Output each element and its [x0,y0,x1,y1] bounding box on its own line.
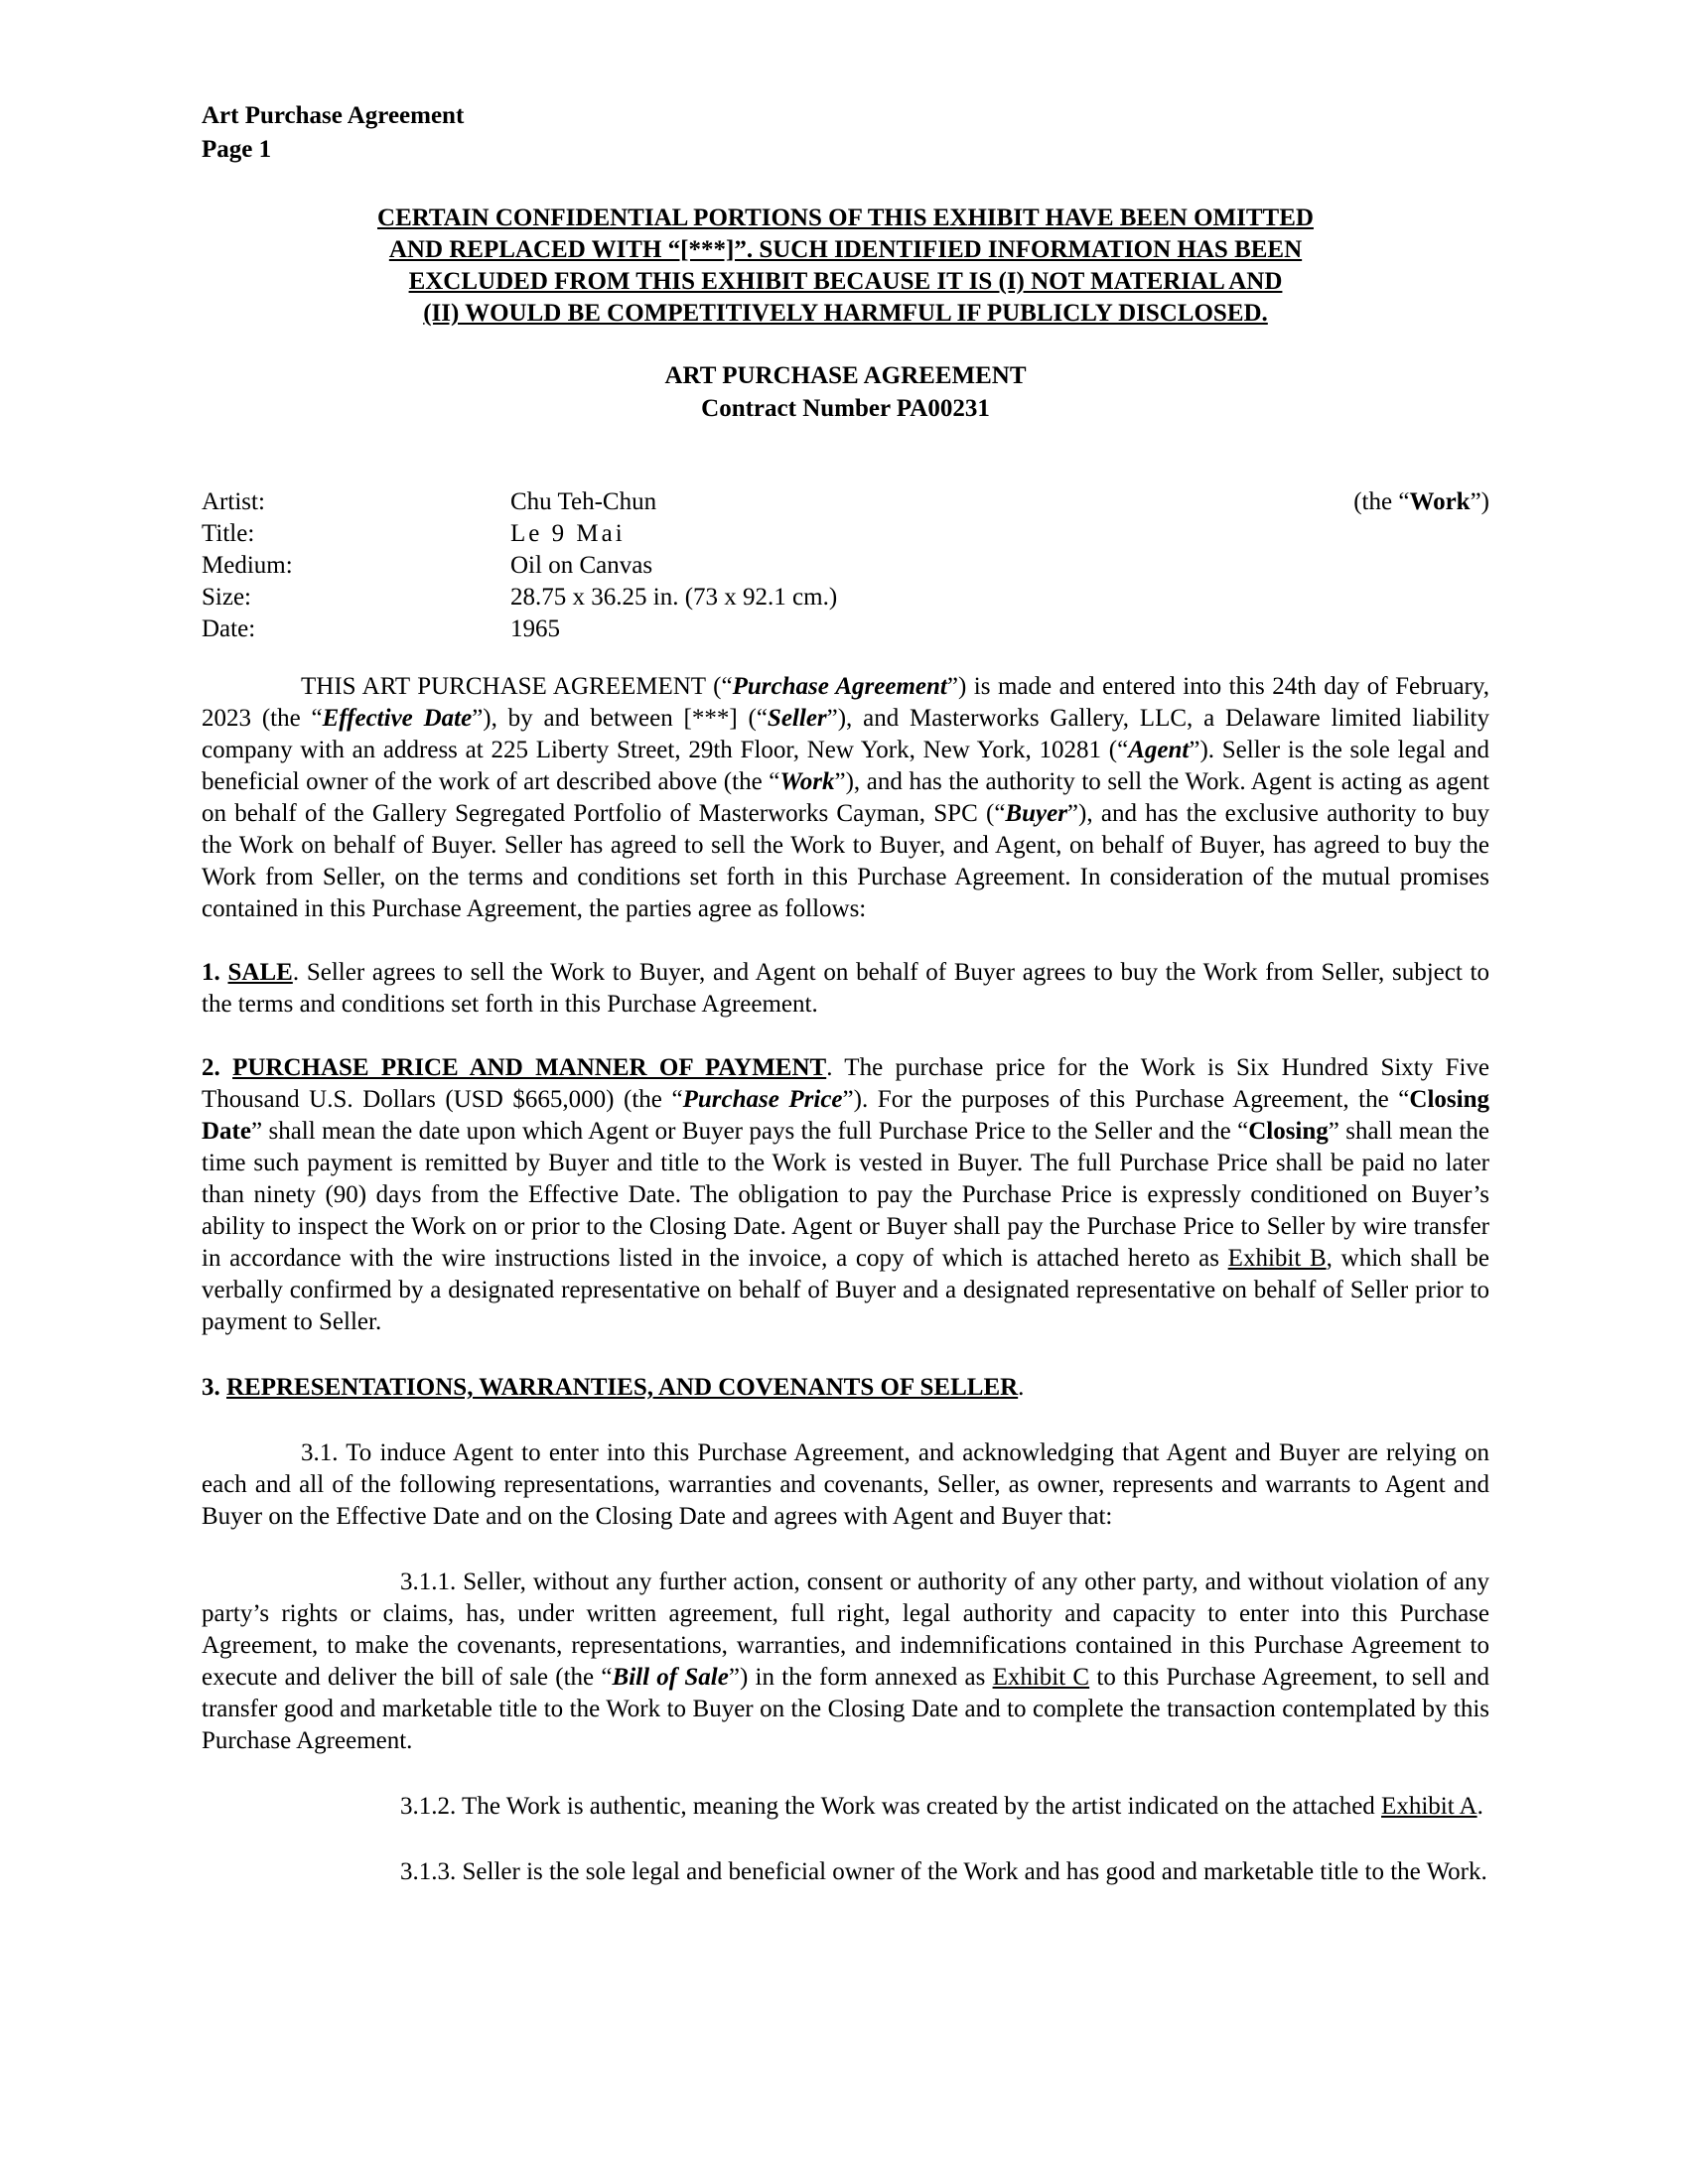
work-definition: (the “Work”) [1353,488,1489,515]
section-heading: SALE [227,959,293,986]
detail-label: Medium: [202,552,293,579]
detail-row-size [202,582,1489,614]
header-page-number: Page 1 [202,136,272,163]
detail-value: 28.75 x 36.25 in. (73 x 92.1 cm.) [510,584,838,611]
exhibit-c-reference: Exhibit C [992,1664,1090,1691]
detail-row-artist [202,486,1489,518]
detail-value: Oil on Canvas [510,552,653,579]
section-3-heading: 3. REPRESENTATIONS, WARRANTIES, AND COVENANTS OF SELLER. [202,1374,1025,1401]
running-header [202,99,1489,167]
detail-label: Date: [202,615,256,642]
confidentiality-notice [202,203,1489,330]
section-2-purchase-price: 2. PURCHASE PRICE AND MANNER OF PAYMENT. The purchase price for the Work is Six Hundred Sixty Five Thousand U.S. Dollars (USD $665,000) (the “Purchase Price”). For the purposes of this Purchase Agreement, the “Closing Date” shall mean the date upon which Agent or Buyer pays the full Purchase Price to the Seller and the “Closing” shall mean the time such payment is remitted by Buyer and title to the Work is vested in Buyer. The full Purchase Price shall be paid no later than ninety (90) days from the Effective Date. The obligation to pay the Purchase Price is expressly conditioned on Buyer’s ability to inspect the Work on or prior to the Closing Date. Agent or Buyer shall pay the Purchase Price to Seller by wire transfer in accordance with the wire instructions listed in the invoice, a copy of which is attached hereto as Exhibit B, which shall be verbally confirmed by a designated representative on behalf of Buyer and a designated representative on behalf of Seller prior to payment to Seller. [202,1054,1489,1335]
intro-paragraph: THIS ART PURCHASE AGREEMENT (“Purchase Agreement”) is made and entered into this 24th day of February, 2023 (the “Effective Date”), by and between [***] (“Seller”), and Masterworks Gallery, LLC, a Delaware limited liability company with an address at 225 Liberty Street, 29th Floor, New York, New York, 10281 (“Agent”). Seller is the sole legal and beneficial owner of the work of art described above (the “Work”), and has the authority to sell the Work. Agent is acting as agent on behalf of the Gallery Segregated Portfolio of Masterworks Cayman, SPC (“Buyer”), and has the exclusive authority to buy the Work on behalf of Buyer. Seller has agreed to sell the Work to Buyer, and Agent, on behalf of Buyer, has agreed to buy the Work from Seller, on the terms and conditions set forth in this Purchase Agreement. In consideration of the mutual promises contained in this Purchase Agreement, the parties agree as follows: [202,673,1490,922]
notice-line: AND REPLACED WITH “[***]”. SUCH IDENTIFIED INFORMATION HAS BEEN [388,236,1303,263]
detail-row-date [202,614,1489,645]
clause-3-1-3: 3.1.3. Seller is the sole legal and beneficial owner of the Work and has good and marketable title to the Work. [400,1858,1487,1885]
detail-label: Artist: [202,488,265,515]
detail-row-medium [202,550,1489,582]
clause-3-1-2: 3.1.2. The Work is authentic, meaning the Work was created by the artist indicated on the attached Exhibit A. [400,1793,1483,1820]
detail-row-title [202,518,1489,550]
clause-3-1: 3.1. To induce Agent to enter into this Purchase Agreement, and acknowledging that Agent and Buyer are relying on each and all of the following representations, warranties and covenants, Seller, as owner, represents and warrants to Agent and Buyer on the Effective Date and on the Closing Date and agrees with Agent and Buyer that: [202,1439,1489,1530]
section-1-sale: 1. SALE. Seller agrees to sell the Work to Buyer, and Agent on behalf of Buyer agrees to buy the Work from Seller, subject to the terms and conditions set forth in this Purchase Agreement. [202,959,1489,1018]
work-details [202,486,1489,645]
section-heading: PURCHASE PRICE AND MANNER OF PAYMENT [232,1054,827,1081]
detail-value: Le 9 Mai [510,520,626,547]
exhibit-a-reference: Exhibit A [1381,1793,1477,1820]
notice-line: CERTAIN CONFIDENTIAL PORTIONS OF THIS EXHIBIT HAVE BEEN OMITTED [377,205,1314,231]
notice-line: (II) WOULD BE COMPETITIVELY HARMFUL IF PUBLICLY DISCLOSED. [423,300,1268,327]
header-title: Art Purchase Agreement [202,102,465,129]
detail-label: Title: [202,520,255,547]
title-main: ART PURCHASE AGREEMENT [664,362,1027,389]
notice-line: EXCLUDED FROM THIS EXHIBIT BECAUSE IT IS (I) NOT MATERIAL AND [408,268,1283,295]
detail-value: Chu Teh-Chun [510,488,657,515]
exhibit-b-reference: Exhibit B [1227,1245,1327,1272]
detail-label: Size: [202,584,251,611]
section-heading: REPRESENTATIONS, WARRANTIES, AND COVENANTS OF SELLER [226,1374,1019,1401]
detail-value: 1965 [510,615,560,642]
agreement-title [202,359,1489,425]
contract-number: Contract Number PA00231 [701,395,990,422]
clause-3-1-1: 3.1.1. Seller, without any further action, consent or authority of any other party, and without violation of any party’s rights or claims, has, under written agreement, full right, legal authority and capacity to enter into this Purchase Agreement, to make the covenants, representations, warranties, and indemnifications contained in this Purchase Agreement to execute and deliver the bill of sale (the “Bill of Sale”) in the form annexed as Exhibit C to this Purchase Agreement, to sell and transfer good and marketable title to the Work to Buyer on the Closing Date and to complete the transaction contemplated by this Purchase Agreement. [202,1569,1489,1754]
document-page [202,99,1489,1888]
